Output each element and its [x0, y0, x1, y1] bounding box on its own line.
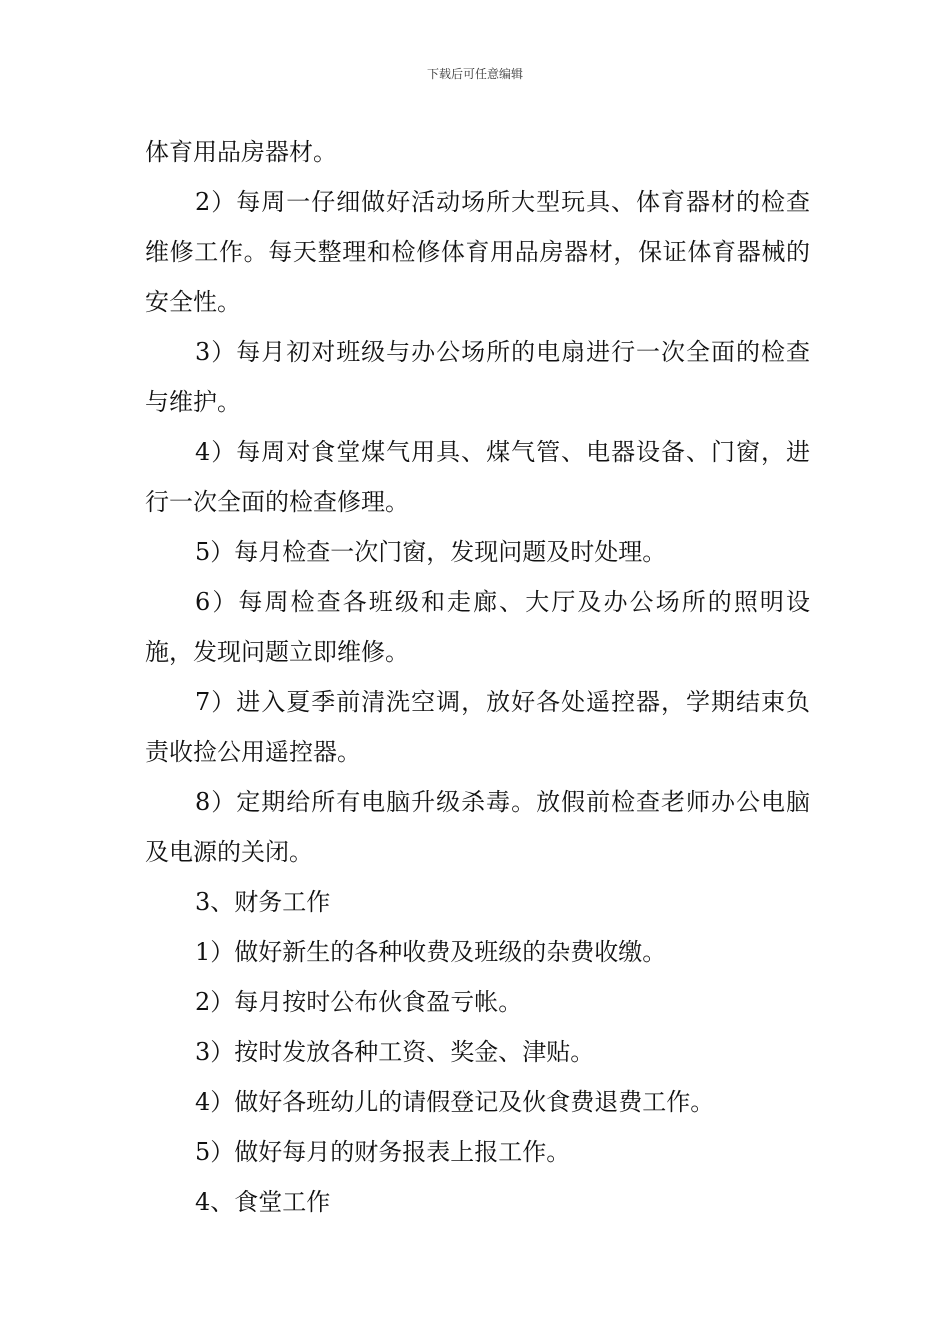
- finance-item-2: 2）每月按时公布伙食盈亏帐。: [195, 988, 523, 1016]
- paragraph-item-7: 7）进入夏季前清洗空调，放好各处遥控器，学期结束负责收捡公用遥控器。: [145, 688, 810, 766]
- finance-item-1: 1）做好新生的各种收费及班级的杂费收缴。: [195, 938, 667, 966]
- page-header: 下载后可任意编辑: [426, 67, 523, 81]
- paragraph-item-5: 5）每月检查一次门窗，发现问题及时处理。: [195, 538, 667, 566]
- document-body: [145, 127, 810, 1227]
- finance-item-4: 4）做好各班幼儿的请假登记及伙食费退费工作。: [195, 1088, 715, 1116]
- paragraph-item-2: 2）每周一仔细做好活动场所大型玩具、体育器材的检查维修工作。每天整理和检修体育用品房器材，保证体育器械的安全性。: [145, 188, 810, 316]
- paragraph-item-4: 4）每周对食堂煤气用具、煤气管、电器设备、门窗，进行一次全面的检查修理。: [145, 438, 810, 516]
- finance-item-5: 5）做好每月的财务报表上报工作。: [195, 1138, 571, 1166]
- paragraph-continuation: 体育用品房器材。: [145, 138, 337, 166]
- section-heading-canteen: 4、食堂工作: [195, 1188, 331, 1216]
- paragraph-item-8: 8）定期给所有电脑升级杀毒。放假前检查老师办公电脑及电源的关闭。: [145, 788, 810, 866]
- paragraph-item-6: 6）每周检查各班级和走廊、大厅及办公场所的照明设施，发现问题立即维修。: [145, 588, 810, 666]
- section-heading-finance: 3、财务工作: [195, 888, 331, 916]
- finance-item-3: 3）按时发放各种工资、奖金、津贴。: [195, 1038, 595, 1066]
- paragraph-item-3: 3）每月初对班级与办公场所的电扇进行一次全面的检查与维护。: [145, 338, 810, 416]
